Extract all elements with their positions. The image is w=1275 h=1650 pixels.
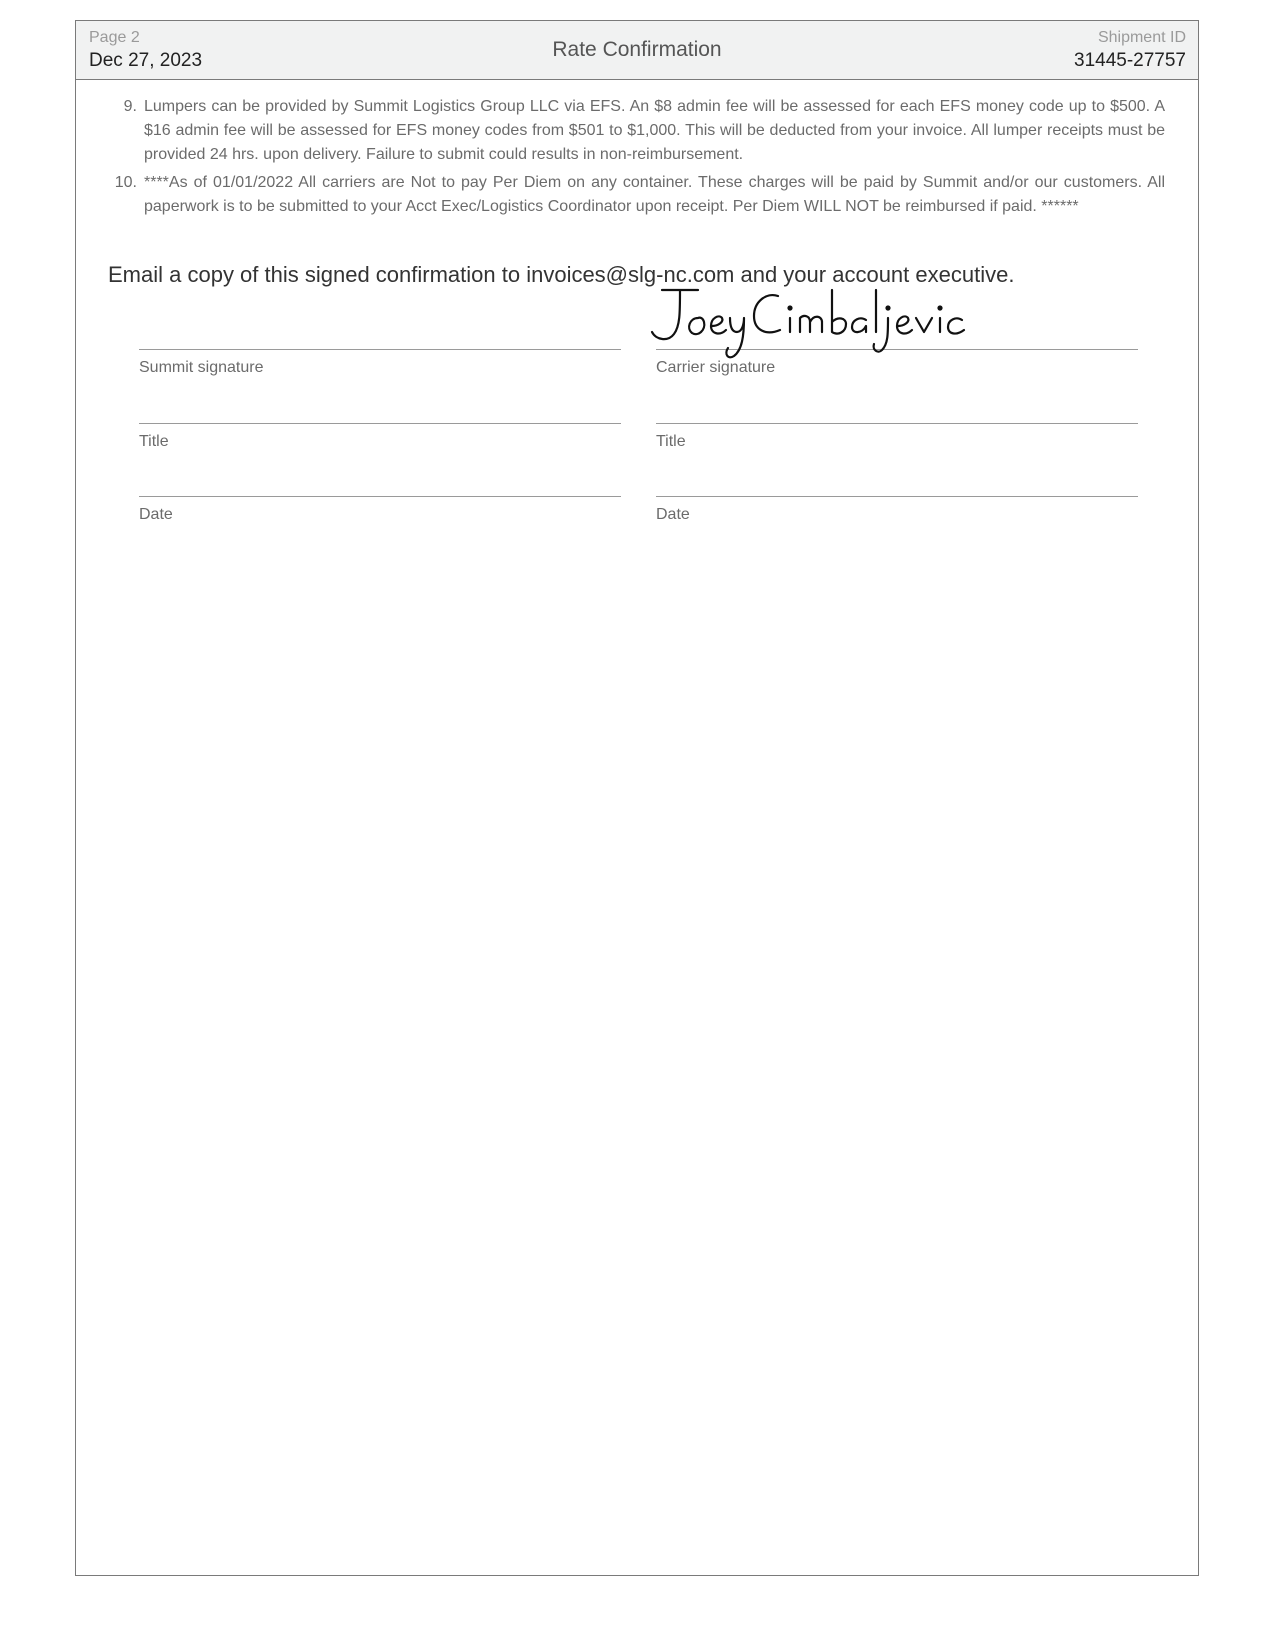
header-right — [1074, 28, 1186, 74]
term-text: Lumpers can be provided by Summit Logistics Group LLC via EFS. An $8 admin fee will be assessed for each EFS money code up to $500. A $16 admin fee will be assessed for EFS money codes from $501 to $1,000. This will be deducted from your invoice. All lumper receipts must be provided 24 hrs. upon delivery. Failure to submit could results in non-reimbursement. — [144, 98, 1165, 163]
page-number: Page 2 — [89, 29, 140, 46]
document-title: Rate Confirmation — [552, 38, 722, 61]
carrier-date-field[interactable] — [656, 496, 1138, 525]
signature-line — [139, 423, 621, 424]
shipment-id-label: Shipment ID — [1097, 29, 1186, 46]
signature-line — [656, 423, 1138, 424]
summit-signature-label: Summit signature — [139, 359, 264, 376]
term-number: 9. — [123, 98, 137, 115]
carrier-title-label: Title — [656, 433, 686, 450]
term-text: ****As of 01/01/2022 All carriers are Not to pay Per Diem on any container. These charges will be paid by Summit and/or our customers. All paperwork is to be submitted to your Acct Exec/Logistics Coordinator upon receipt. Per Diem WILL NOT be reimbursed if paid. ****** — [144, 174, 1165, 215]
term-item-10 — [111, 171, 1165, 219]
document-date: Dec 27, 2023 — [89, 50, 203, 71]
terms-list — [111, 95, 1165, 223]
signature-line — [139, 349, 621, 350]
carrier-date-label: Date — [656, 506, 690, 523]
summit-date-label: Date — [139, 506, 173, 523]
summit-date-field[interactable] — [139, 496, 621, 525]
summit-signature-field[interactable] — [139, 349, 621, 378]
term-number: 10. — [114, 174, 137, 191]
carrier-title-field[interactable] — [656, 423, 1138, 452]
page-frame — [75, 20, 1199, 1576]
shipment-id-value: 31445-27757 — [1074, 50, 1186, 71]
carrier-signature-label: Carrier signature — [656, 359, 776, 376]
page-header — [76, 21, 1198, 80]
carrier-handwritten-signature — [640, 278, 980, 368]
signature-line — [656, 496, 1138, 497]
summit-title-label: Title — [139, 433, 169, 450]
term-item-9 — [111, 95, 1165, 167]
signature-line — [139, 496, 621, 497]
email-instruction: Email a copy of this signed confirmation to invoices@slg-nc.com and your account executive. — [108, 262, 1015, 287]
summit-title-field[interactable] — [139, 423, 621, 452]
